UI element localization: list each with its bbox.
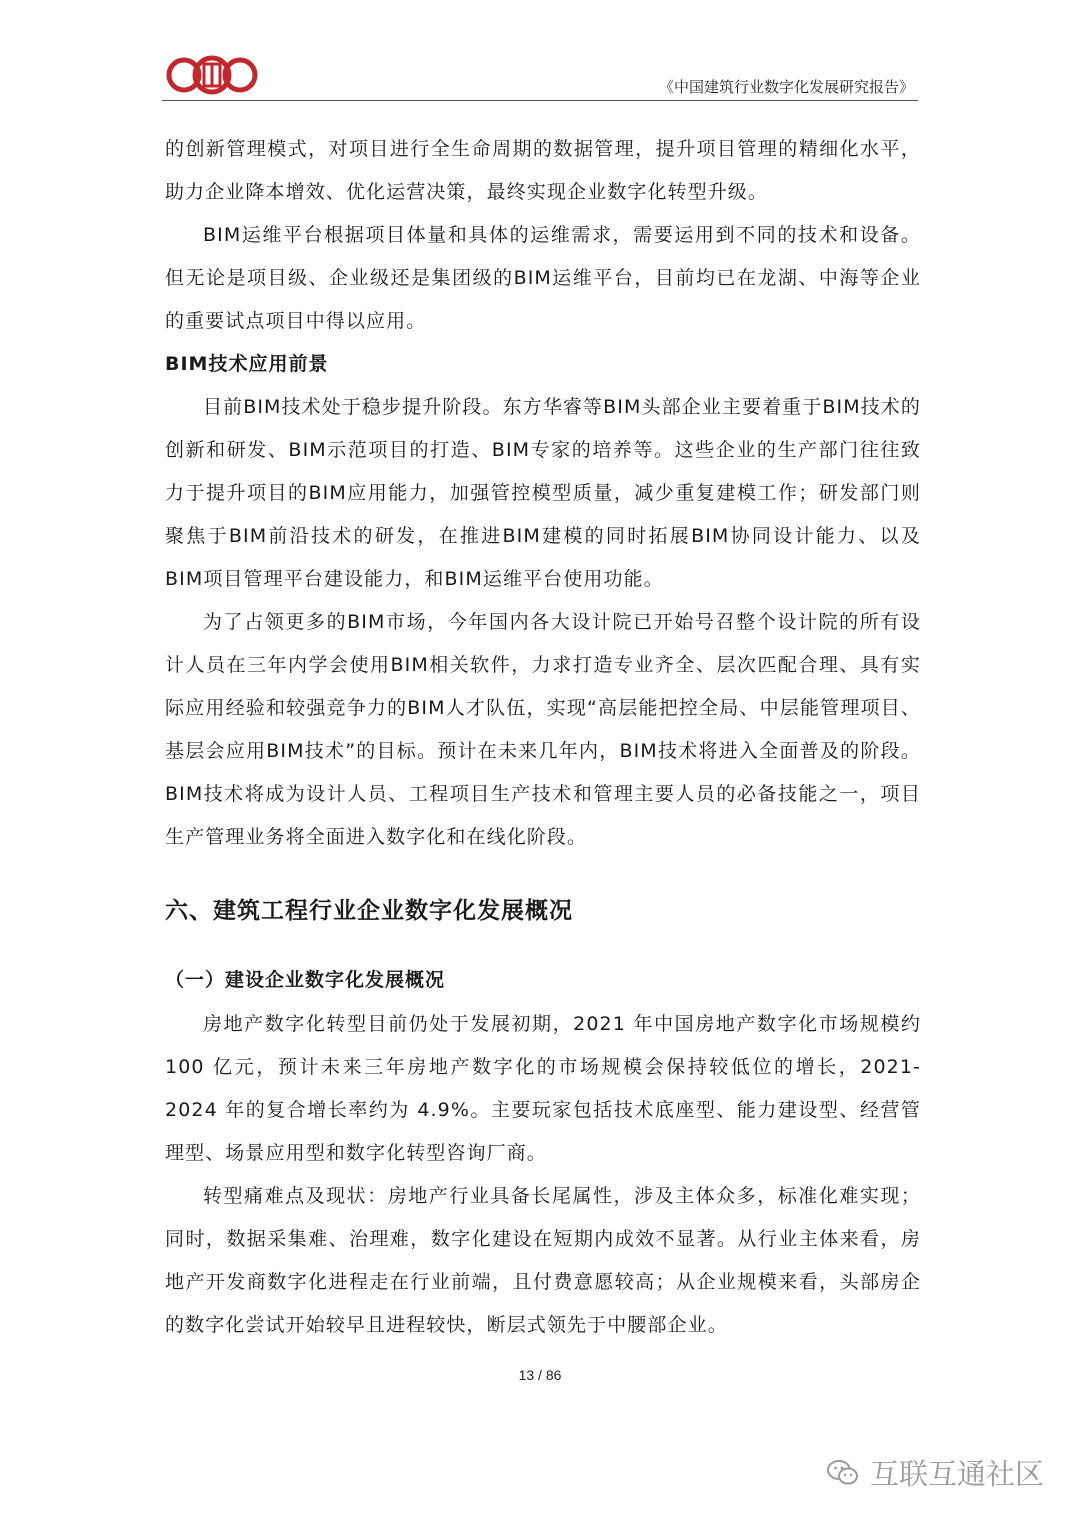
watermark-text: 互联互通社区 — [869, 1457, 1044, 1491]
page-body — [165, 128, 921, 1347]
paragraph-4: 为了占领更多的BIM市场，今年国内各大设计院已开始号召整个设计院的所有设计人员在三年内学会使用BIM相关软件，力求打造专业齐全、层次匹配合理、具有实际应用经验和较强竞争力的BIM人才队伍，实现“高层能把控全局、中层能管理项目、基层会应用BIM技术”的目标。预计在未来几年内，BIM技术将进入全面普及的阶段。BIM技术将成为设计人员、工程项目生产技术和管理主要人员的必备技能之一，项目生产管理业务将全面进入数字化和在线化阶段。 — [165, 611, 921, 848]
section-heading: 六、建筑工程行业企业数字化发展概况 — [165, 898, 573, 924]
header-divider — [162, 100, 918, 101]
watermark — [826, 1452, 1044, 1493]
wechat-icon — [826, 1458, 860, 1488]
report-title: 《中国建筑行业数字化发展研究报告》 — [658, 78, 914, 96]
subsection-heading: （一）建设企业数字化发展概况 — [165, 969, 446, 991]
paragraph-6: 转型痛难点及现状：房地产行业具备长尾属性，涉及主体众多，标准化难实现；同时，数据采集难、治理难，数字化建设在短期内成效不显著。从行业主体来看，房地产开发商数字化进程走在行业前端，且付费意愿较高；从企业规模来看，头部房企的数字化尝试开始较早且进程较快，断层式领先于中腰部企业。 — [165, 1185, 921, 1336]
subheading-bim-outlook: BIM技术应用前景 — [165, 353, 329, 375]
paragraph-2: BIM运维平台根据项目体量和具体的运维需求，需要运用到不同的技术和设备。但无论是项目级、企业级还是集团级的BIM运维平台，目前均已在龙湖、中海等企业的重要试点项目中得以应用。 — [165, 224, 921, 332]
page-number: 13 / 86 — [518, 1367, 562, 1383]
paragraph-1: 的创新管理模式，对项目进行全生命周期的数据管理，提升项目管理的精细化水平，助力企业降本增效、优化运营决策，最终实现企业数字化转型升级。 — [165, 138, 921, 203]
paragraph-5: 房地产数字化转型目前仍处于发展初期，2021 年中国房地产数字化市场规模约 100 亿元，预计未来三年房地产数字化的市场规模会保持较低位的增长，2021-2024 年的复合增长率约为 4.9%。主要玩家包括技术底座型、能力建设型、经营管理型、场景应用型和数字化转型咨询厂商。 — [165, 1013, 921, 1164]
publisher-logo — [164, 54, 260, 96]
paragraph-3: 目前BIM技术处于稳步提升阶段。东方华睿等BIM头部企业主要着重于BIM技术的创新和研发、BIM示范项目的打造、BIM专家的培养等。这些企业的生产部门往往致力于提升项目的BIM应用能力，加强管控模型质量，减少重复建模工作；研发部门则聚焦于BIM前沿技术的研发，在推进BIM建模的同时拓展BIM协同设计能力、以及BIM项目管理平台建设能力，和BIM运维平台使用功能。 — [165, 396, 921, 590]
